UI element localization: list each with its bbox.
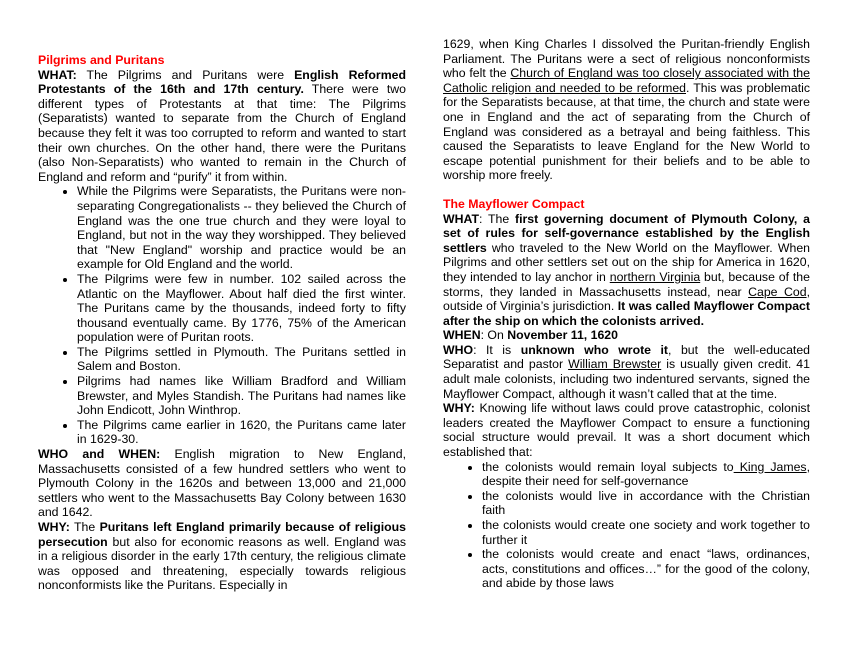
why-text-1: Knowing life without laws could prove catastrophic, colonist leaders created the Mayflower Compact to ensure a functioning social structure would prevail. It was a short document which established that:: [443, 401, 810, 460]
left-column: [38, 53, 406, 593]
cont-text-2: . This was problematic for the Separatists because, at that time, the church and state were one in England and the act of separating from the Church of England was considered as a betrayal and being faithless. This caused the Separatists to leave England for the New World to escape potential punishment for their beliefs and to be able to worship more freely.: [443, 80, 810, 183]
left-what-paragraph: [38, 68, 406, 185]
when-text-1: : On: [480, 328, 508, 343]
what-bold-1: English Reformed Protestants of the 16th and 17th century.: [38, 67, 406, 97]
when-date: November 11, 1620: [507, 328, 618, 343]
left-why-paragraph: [38, 520, 406, 593]
why-label: WHY:: [38, 520, 70, 534]
who-when-text: English migration to New England, Massachusetts consisted of a few hundred settlers who went to Plymouth Colony in the 1620s and between 13,000 and 21,000 settlers who went to the Massachusetts Bay Colony between 1630 and 1642.: [38, 447, 406, 520]
when-label: WHEN: [443, 328, 481, 343]
who-label: WHO: [443, 342, 474, 357]
bullet1-text-b: , despite their need for self-governance: [482, 459, 810, 489]
what-text-2: who traveled to the New World on the Mayflower. When Pilgrims and other settlers set out on the ship for America in 1620, they intended to lay anchor in: [443, 240, 810, 284]
spacer: [443, 183, 810, 197]
why-text-2: but also for economic reasons as well. England was in a religious disorder in the early 17th century, the religious climate was opposed and threatening, especially towards religious nonconformists like the Puritans. Especially in: [38, 534, 406, 593]
list-item: • The Pilgrims were few in number. 102 sailed across the Atlantic on the Mayflower. About half died the first winter. The Puritans came by the thousands, indeed forty to fifty thousand eventually came. By 1776, 75% of the American population were of Puritan roots.: [77, 272, 406, 345]
cont-underline-1: Church of England was too closely associated with the Catholic religion and needed to be reformed: [443, 66, 810, 95]
left-bullet-list: [38, 184, 406, 447]
who-when-label: WHO and WHEN:: [38, 447, 161, 462]
what-label: WHAT:: [38, 67, 77, 82]
who-text-2: , but the well-educated Separatist and pastor: [443, 342, 810, 372]
what-label: WHAT: [443, 211, 479, 226]
right-what-paragraph: [443, 212, 810, 329]
william-brewster-link[interactable]: William Brewster: [568, 357, 662, 372]
list-item: • the colonists would live in accordance with the Christian faith: [482, 489, 810, 518]
right-why-paragraph: [443, 401, 810, 459]
continuation-paragraph: [443, 37, 810, 183]
northern-virginia-link[interactable]: northern Virginia: [609, 269, 701, 284]
what-bold-1: first governing document of Plymouth Colony, a set of rules for self-governance established by the English settlers: [443, 211, 810, 255]
why-text-1: The: [69, 520, 100, 534]
list-item: • The Pilgrims settled in Plymouth. The Puritans settled in Salem and Boston.: [77, 345, 406, 374]
cape-cod-link[interactable]: Cape Cod: [748, 284, 807, 299]
right-column: [443, 37, 810, 591]
mayflower-compact-heading: The Mayflower Compact: [443, 196, 585, 211]
right-when-paragraph: [443, 328, 810, 343]
what-text-1: : The: [478, 211, 515, 226]
who-bold-1: unknown who wrote it: [520, 342, 669, 357]
list-item: • the colonists would create one society and work together to further it: [482, 518, 810, 547]
why-label: WHY:: [443, 401, 475, 416]
why-bold-1: Puritans left England primarily because of religious persecution: [38, 520, 406, 549]
list-item: • the colonists would create and enact “laws, ordinances, acts, constitutions and offices…” for the good of the colony, and abide by those laws: [482, 547, 810, 591]
list-item: • Pilgrims had names like William Bradford and William Brewster, and Myles Standish. The Puritans had names like John Endicott, John Winthrop.: [77, 374, 406, 418]
what-text-1: The Pilgrims and Puritans were: [76, 67, 295, 82]
who-text-1: : It is: [473, 342, 521, 357]
right-who-paragraph: [443, 343, 810, 401]
left-who-when-paragraph: [38, 447, 406, 520]
what-text-3: but, because of the storms, they landed in Massachusetts instead, near: [443, 269, 810, 299]
list-item: • The Pilgrims came earlier in 1620, the Puritans came later in 1629-30.: [77, 418, 406, 447]
pilgrims-puritans-heading: Pilgrims and Puritans: [38, 53, 165, 67]
what-text-4: , outside of Virginia’s jurisdiction.: [443, 284, 810, 314]
king-james-link[interactable]: King James: [733, 459, 807, 474]
cont-text-1: 1629, when King Charles I dissolved the Puritan-friendly English Parliament. The Puritans were a sect of religious nonconformists who felt the: [443, 37, 810, 81]
right-bullet-list: [443, 460, 810, 591]
what-text-2: There were two different types of Protestants at that time: The Pilgrims (Separatists) wanted to separate from the Church of England because they felt it was too corrupted to reform and wanted to start their own churches. On the other hand, there were the Puritans (also Non-Separatists) who wanted to remain in the Church of England and reform and “purify” it from within.: [38, 82, 406, 184]
what-bold-2: It was called Mayflower Compact after the ship on which the colonists arrived.: [443, 299, 810, 328]
list-item: • While the Pilgrims were Separatists, the Puritans were non-separating Congregationalists -- they believed the Church of England was the one true church and they were loyal to England, but not in the way they worshipped. They believed that "New England" worship and practice would be an example for Old England and the world.: [77, 184, 406, 272]
who-text-3: is usually given credit. 41 adult male colonists, including two indentured servants, signed the Mayflower Compact, although it wasn’t called that at the time.: [443, 357, 810, 401]
bullet1-text-a: the colonists would remain loyal subjects to: [482, 459, 734, 474]
list-item: [482, 460, 810, 489]
